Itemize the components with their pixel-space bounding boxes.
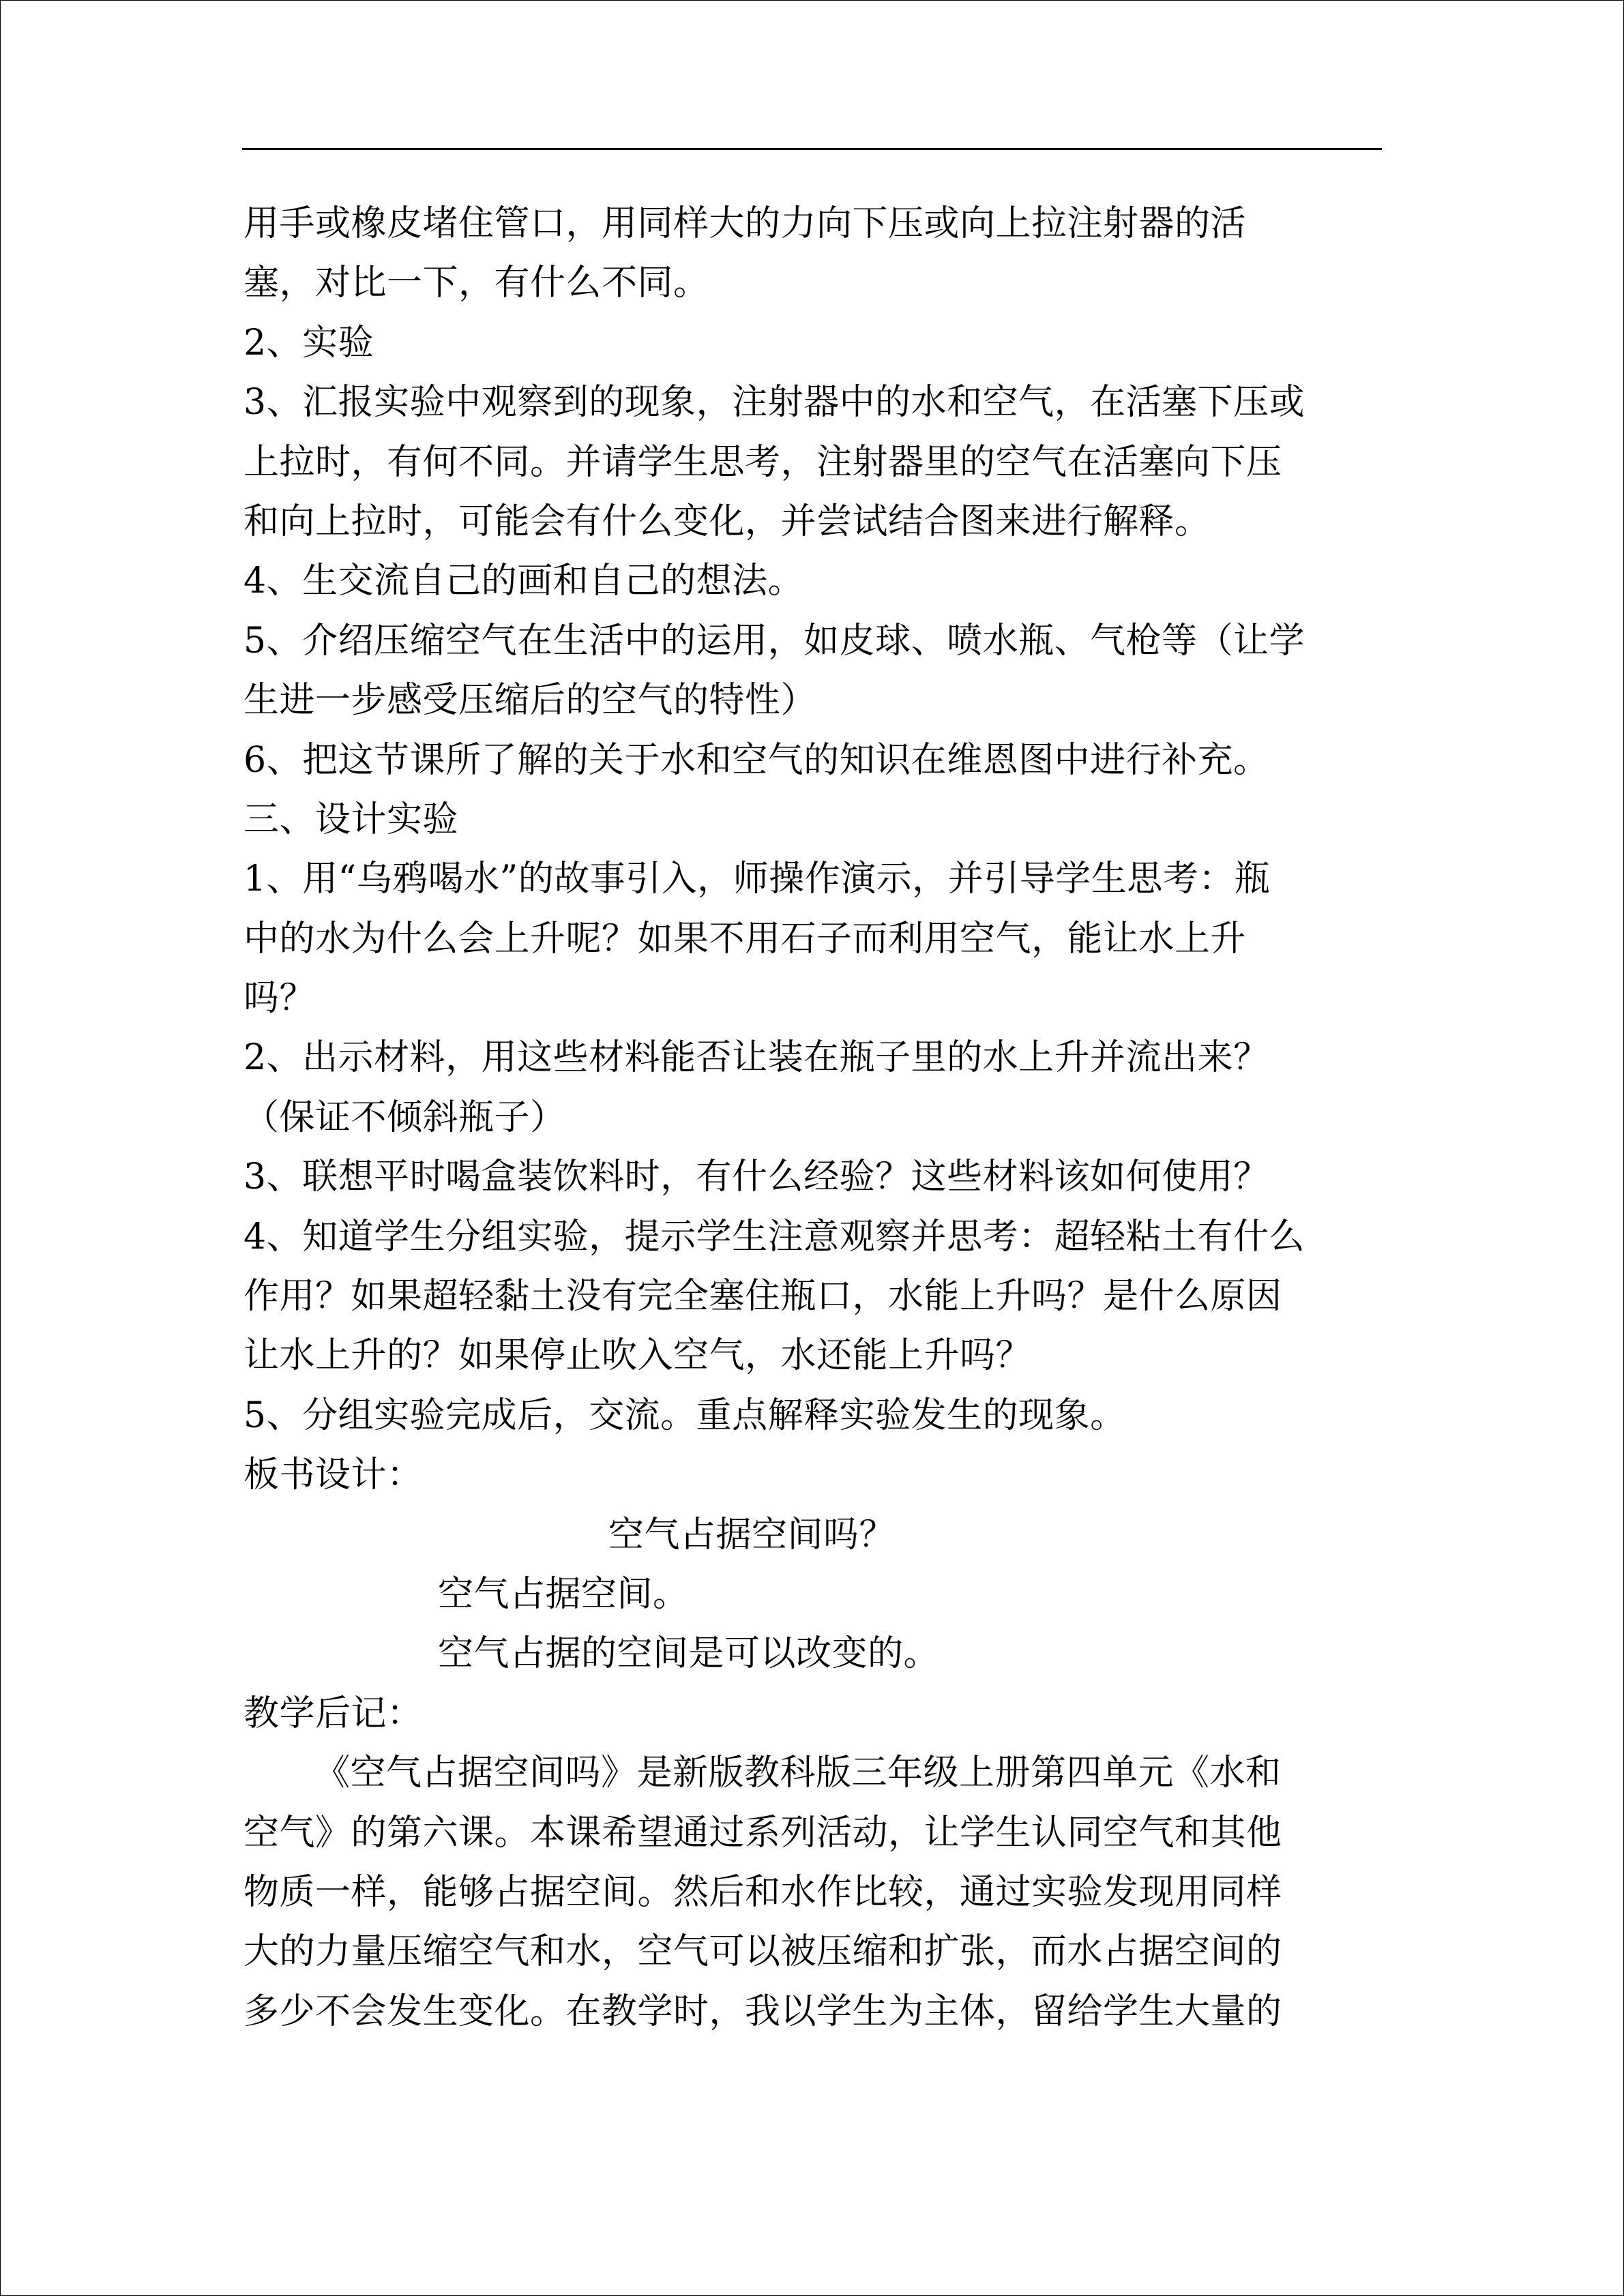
body-line: 上拉时，有何不同。并请学生思考，注射器里的空气在活塞向下压 xyxy=(243,441,1282,483)
reflection-paragraph-line: 《空气占据空间吗》是新版教科版三年级上册第四单元《水和 xyxy=(314,1753,1282,1794)
document-body xyxy=(243,194,1389,2042)
step-line: 2、实验 xyxy=(243,322,374,363)
body-line: 吗？ xyxy=(243,978,316,1019)
reflection-paragraph-line: 多少不会发生变化。在教学时，我以学生为主体，留给学生大量的 xyxy=(243,1991,1282,2032)
board-title: 空气占据空间吗？ xyxy=(608,1514,896,1555)
header-rule xyxy=(242,148,1382,150)
reflection-paragraph-line: 物质一样，能够占据空间。然后和水作比较，通过实验发现用同样 xyxy=(243,1871,1282,1913)
step-line: 2、出示材料，用这些材料能否让装在瓶子里的水上升并流出来？ xyxy=(243,1037,1269,1079)
reflection-paragraph-line: 空气》的第六课。本课希望通过系列活动，让学生认同空气和其他 xyxy=(243,1812,1282,1853)
body-line: （保证不倾斜瓶子） xyxy=(243,1097,566,1138)
body-line: 生进一步感受压缩后的空气的特性） xyxy=(243,680,817,721)
body-line: 塞，对比一下，有什么不同。 xyxy=(243,263,709,304)
step-line: 3、汇报实验中观察到的现象，注射器中的水和空气，在活塞下压或 xyxy=(243,382,1305,423)
section-heading: 三、设计实验 xyxy=(243,799,459,840)
body-line: 让水上升的？如果停止吹入空气，水还能上升吗？ xyxy=(243,1335,1032,1377)
step-line: 5、介绍压缩空气在生活中的运用，如皮球、喷水瓶、气枪等（让学 xyxy=(243,620,1305,661)
body-line: 中的水为什么会上升呢？如果不用石子而利用空气，能让水上升 xyxy=(243,918,1247,959)
body-line: 和向上拉时，可能会有什么变化，并尝试结合图来进行解释。 xyxy=(243,501,1211,542)
reflection-paragraph-line: 大的力量压缩空气和水，空气可以被压缩和扩张，而水占据空间的 xyxy=(243,1931,1282,1973)
body-line: 作用？如果超轻黏土没有完全塞住瓶口，水能上升吗？是什么原因 xyxy=(243,1276,1282,1317)
board-item: 空气占据空间。 xyxy=(438,1573,689,1615)
body-line: 用手或橡皮堵住管口，用同样大的力向下压或向上拉注射器的活 xyxy=(243,203,1247,244)
step-line: 1、用“乌鸦喝水”的故事引入，师操作演示，并引导学生思考：瓶 xyxy=(243,859,1271,900)
step-line: 4、生交流自己的画和自己的想法。 xyxy=(243,561,804,602)
step-line: 6、把这节课所了解的关于水和空气的知识在维恩图中进行补充。 xyxy=(243,739,1269,781)
step-line: 3、联想平时喝盒装饮料时，有什么经验？这些材料该如何使用？ xyxy=(243,1157,1269,1198)
step-line: 4、知道学生分组实验，提示学生注意观察并思考：超轻粘土有什么 xyxy=(243,1216,1305,1257)
board-design-label: 板书设计： xyxy=(243,1455,423,1496)
reflection-label: 教学后记： xyxy=(243,1693,423,1734)
board-item: 空气占据的空间是可以改变的。 xyxy=(438,1633,940,1675)
step-line: 5、分组实验完成后，交流。重点解释实验发生的现象。 xyxy=(243,1395,1126,1436)
